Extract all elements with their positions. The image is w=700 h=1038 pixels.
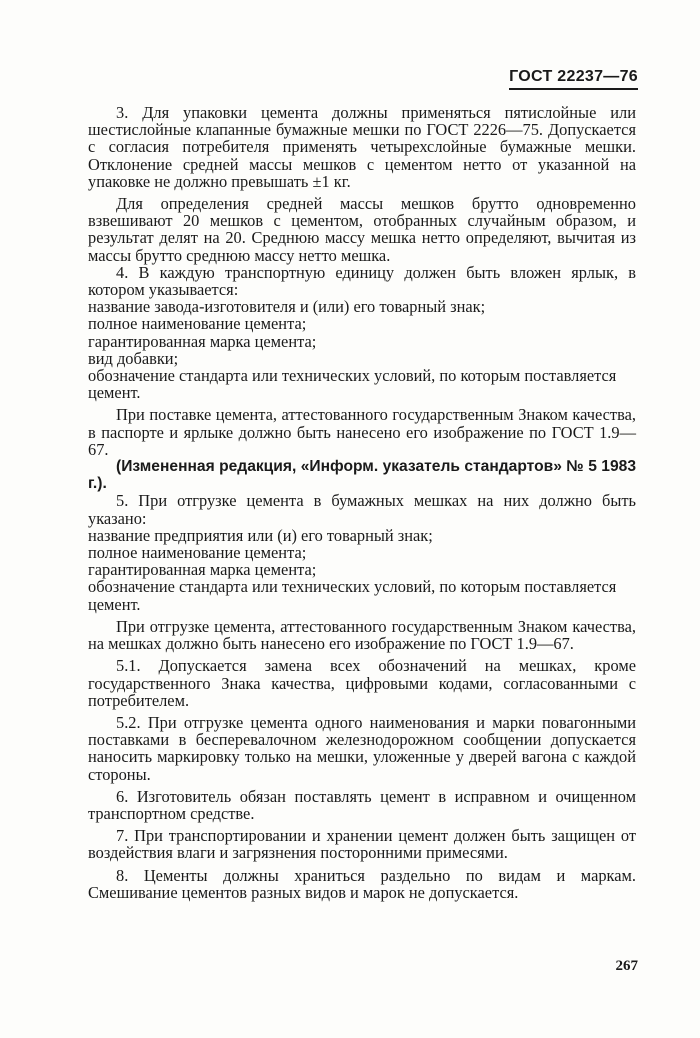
paragraph-5-quality-mark: При отгрузке цемента, аттестованного государственным Знаком качества, на мешках должно быть нанесено его изображение по ГОСТ 1.9—67. bbox=[88, 616, 636, 654]
paragraph-3: 3. Для упаковки цемента должны применяться пятислойные или шестислойные клапанные бумажные мешки по ГОСТ 2226—75. Допускается с согласия потребителя применять четырехслойные бумажные мешки. Отклонение средней массы мешков с цементом нетто от указанной на упаковке не должно превышать ±1 кг. bbox=[88, 103, 636, 191]
list-item: гарантированная марка цемента; bbox=[88, 560, 317, 580]
list-item: гарантированная марка цемента; bbox=[88, 331, 317, 351]
list-item: название предприятия или (и) его товарный знак; bbox=[88, 525, 433, 545]
list-item: обозначение стандарта или технических условий, по которым поставляется цемент. bbox=[88, 366, 617, 403]
document-body bbox=[88, 104, 636, 901]
paragraph-3-mass: Для определения средней массы мешков брутто одновременно взвешивают 20 мешков с цементом, отобранных случайным образом, и результат делят на 20. Среднюю массу мешка нетто определяют, вычитая из массы брутто среднюю массу нетто мешка. bbox=[88, 194, 636, 265]
paragraph-5: 5. При отгрузке цемента в бумажных мешках на них должно быть указано: bbox=[88, 491, 636, 528]
list-item: полное наименование цемента; bbox=[88, 314, 307, 334]
list-item: вид добавки; bbox=[88, 348, 179, 368]
paragraph-6: 6. Изготовитель обязан поставлять цемент в исправном и очищенном транспортном средстве. bbox=[88, 786, 636, 823]
list-item: название завода-изготовителя и (или) его товарный знак; bbox=[88, 297, 486, 317]
document-header: ГОСТ 22237—76 bbox=[509, 68, 638, 90]
paragraph-7: 7. При транспортировании и хранении цемент должен быть защищен от воздействия влаги и загрязнения посторонними примесями. bbox=[88, 826, 636, 863]
paragraph-4: 4. В каждую транспортную единицу должен быть вложен ярлык, в котором указывается: bbox=[88, 262, 636, 300]
paragraph-5-2: 5.2. При отгрузке цемента одного наименования и марки повагонными поставками в бесперевалочном железнодорожном сообщении допускается наносить маркировку только на мешки, уложенные у дверей вагона с каждой стороны. bbox=[88, 712, 636, 784]
amendment-note: (Измененная редакция, «Информ. указатель стандартов» № 5 1983 г.). bbox=[88, 458, 636, 493]
paragraph-8: 8. Цементы должны храниться раздельно по видам и маркам. Смешивание цементов разных видов и марок не допускается. bbox=[88, 865, 636, 902]
paragraph-4-quality-mark: При поставке цемента, аттестованного государственным Знаком качества, в паспорте и ярлыке должно быть нанесено его изображение по ГОСТ 1.9—67. bbox=[88, 405, 636, 459]
paragraph-5-1: 5.1. Допускается замена всех обозначений на мешках, кроме государственного Знака качества, цифровыми кодами, согласованными с потребителем. bbox=[88, 656, 636, 710]
list-item: обозначение стандарта или технических условий, по которым поставляется цемент. bbox=[88, 577, 617, 614]
page-number: 267 bbox=[615, 958, 638, 974]
list-item: полное наименование цемента; bbox=[88, 543, 307, 563]
